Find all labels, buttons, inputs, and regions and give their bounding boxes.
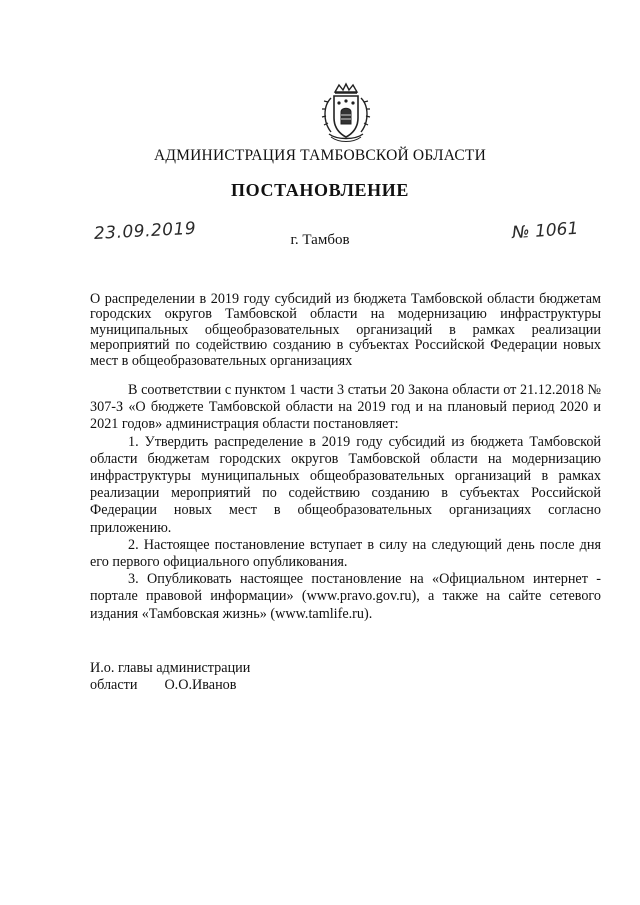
- document-type-title: ПОСТАНОВЛЕНИЕ: [231, 180, 409, 200]
- body-preamble: В соответствии с пунктом 1 части 3 статьи 20 Закона области от 21.12.2018 № 307-З «О бюджете Тамбовской области на 2019 год и на плановый период 2020 и 2021 годов» администрация области постановляет:: [90, 382, 601, 433]
- signatory-name: О.О.Иванов: [164, 677, 237, 693]
- organization-name: АДМИНИСТРАЦИЯ ТАМБОВСКОЙ ОБЛАСТИ: [154, 147, 486, 164]
- body-item-2: 2. Настоящее постановление вступает в силу на следующий день после дня его первого официального опубликования.: [90, 536, 601, 571]
- body-item-3: 3. Опубликовать настоящее постановление на «Официальном интернет - портале правовой информации» (www.pravo.gov.ru), а также на сайте сетевого издания «Тамбовская жизнь» (www.tamlife.ru).: [90, 571, 601, 622]
- document-subject: О распределении в 2019 году субсидий из бюджета Тамбовской области бюджетам городских округов Тамбовской области на модернизацию инфраструктуры муниципальных общеобразовательных организаций в рамках реализации мероприятий по содействию созданию в субъектах Российской Федерации новых мест в общеобразовательных организациях: [90, 291, 601, 369]
- document-date: 23.09.2019: [93, 218, 197, 244]
- body-item-1: 1. Утвердить распределение в 2019 году субсидий из бюджета Тамбовской области бюджетам городских округов Тамбовской области на модернизацию инфраструктуры муниципальных общеобразовательных организаций в рамках реализации мероприятий по содействию созданию в субъектах Российской Федерации новых мест в общеобразовательных организациях согласно приложению.: [90, 433, 601, 536]
- document-body: [90, 382, 601, 623]
- document-city: г. Тамбов: [290, 232, 350, 248]
- document-number: № 1061: [511, 218, 579, 244]
- signatory-title-line1: И.о. главы администрации: [90, 660, 251, 676]
- signature-block: [90, 660, 250, 694]
- signatory-title-line2: области: [90, 677, 138, 693]
- coat-of-arms-icon: [315, 82, 377, 144]
